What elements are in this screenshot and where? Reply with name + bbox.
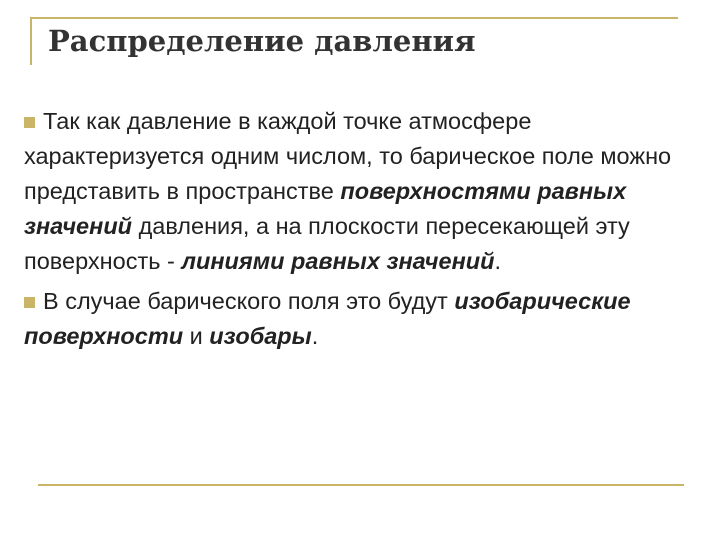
bullet-text: . [311,323,319,349]
emphasis-term: поверхностями равных значений [24,178,627,239]
bullet-item [24,104,700,279]
square-bullet-icon [24,297,35,308]
emphasis-term: изобары [209,323,312,349]
bullet-text: В случае барического поля это будут [43,288,455,314]
bullet-text: . [494,248,502,274]
bullet-text: и [183,323,210,349]
frame-left-line [30,17,32,65]
square-bullet-icon [24,117,35,128]
bullet-text: давления, а на плоскости пересекающей эту поверхность - [24,213,630,274]
emphasis-term: линиями равных значений [181,248,495,274]
frame-top-line [30,17,678,19]
bullet-text: Так как давление в каждой точке атмосфере характеризуется одним числом, то барическое поле можно представить в пространстве [24,108,672,204]
slide-title: Распределение давления [48,24,476,58]
slide-content [24,104,700,354]
emphasis-term: изобарические поверхности [24,288,631,349]
frame-bottom-line [38,484,684,486]
bullet-item [24,284,700,354]
